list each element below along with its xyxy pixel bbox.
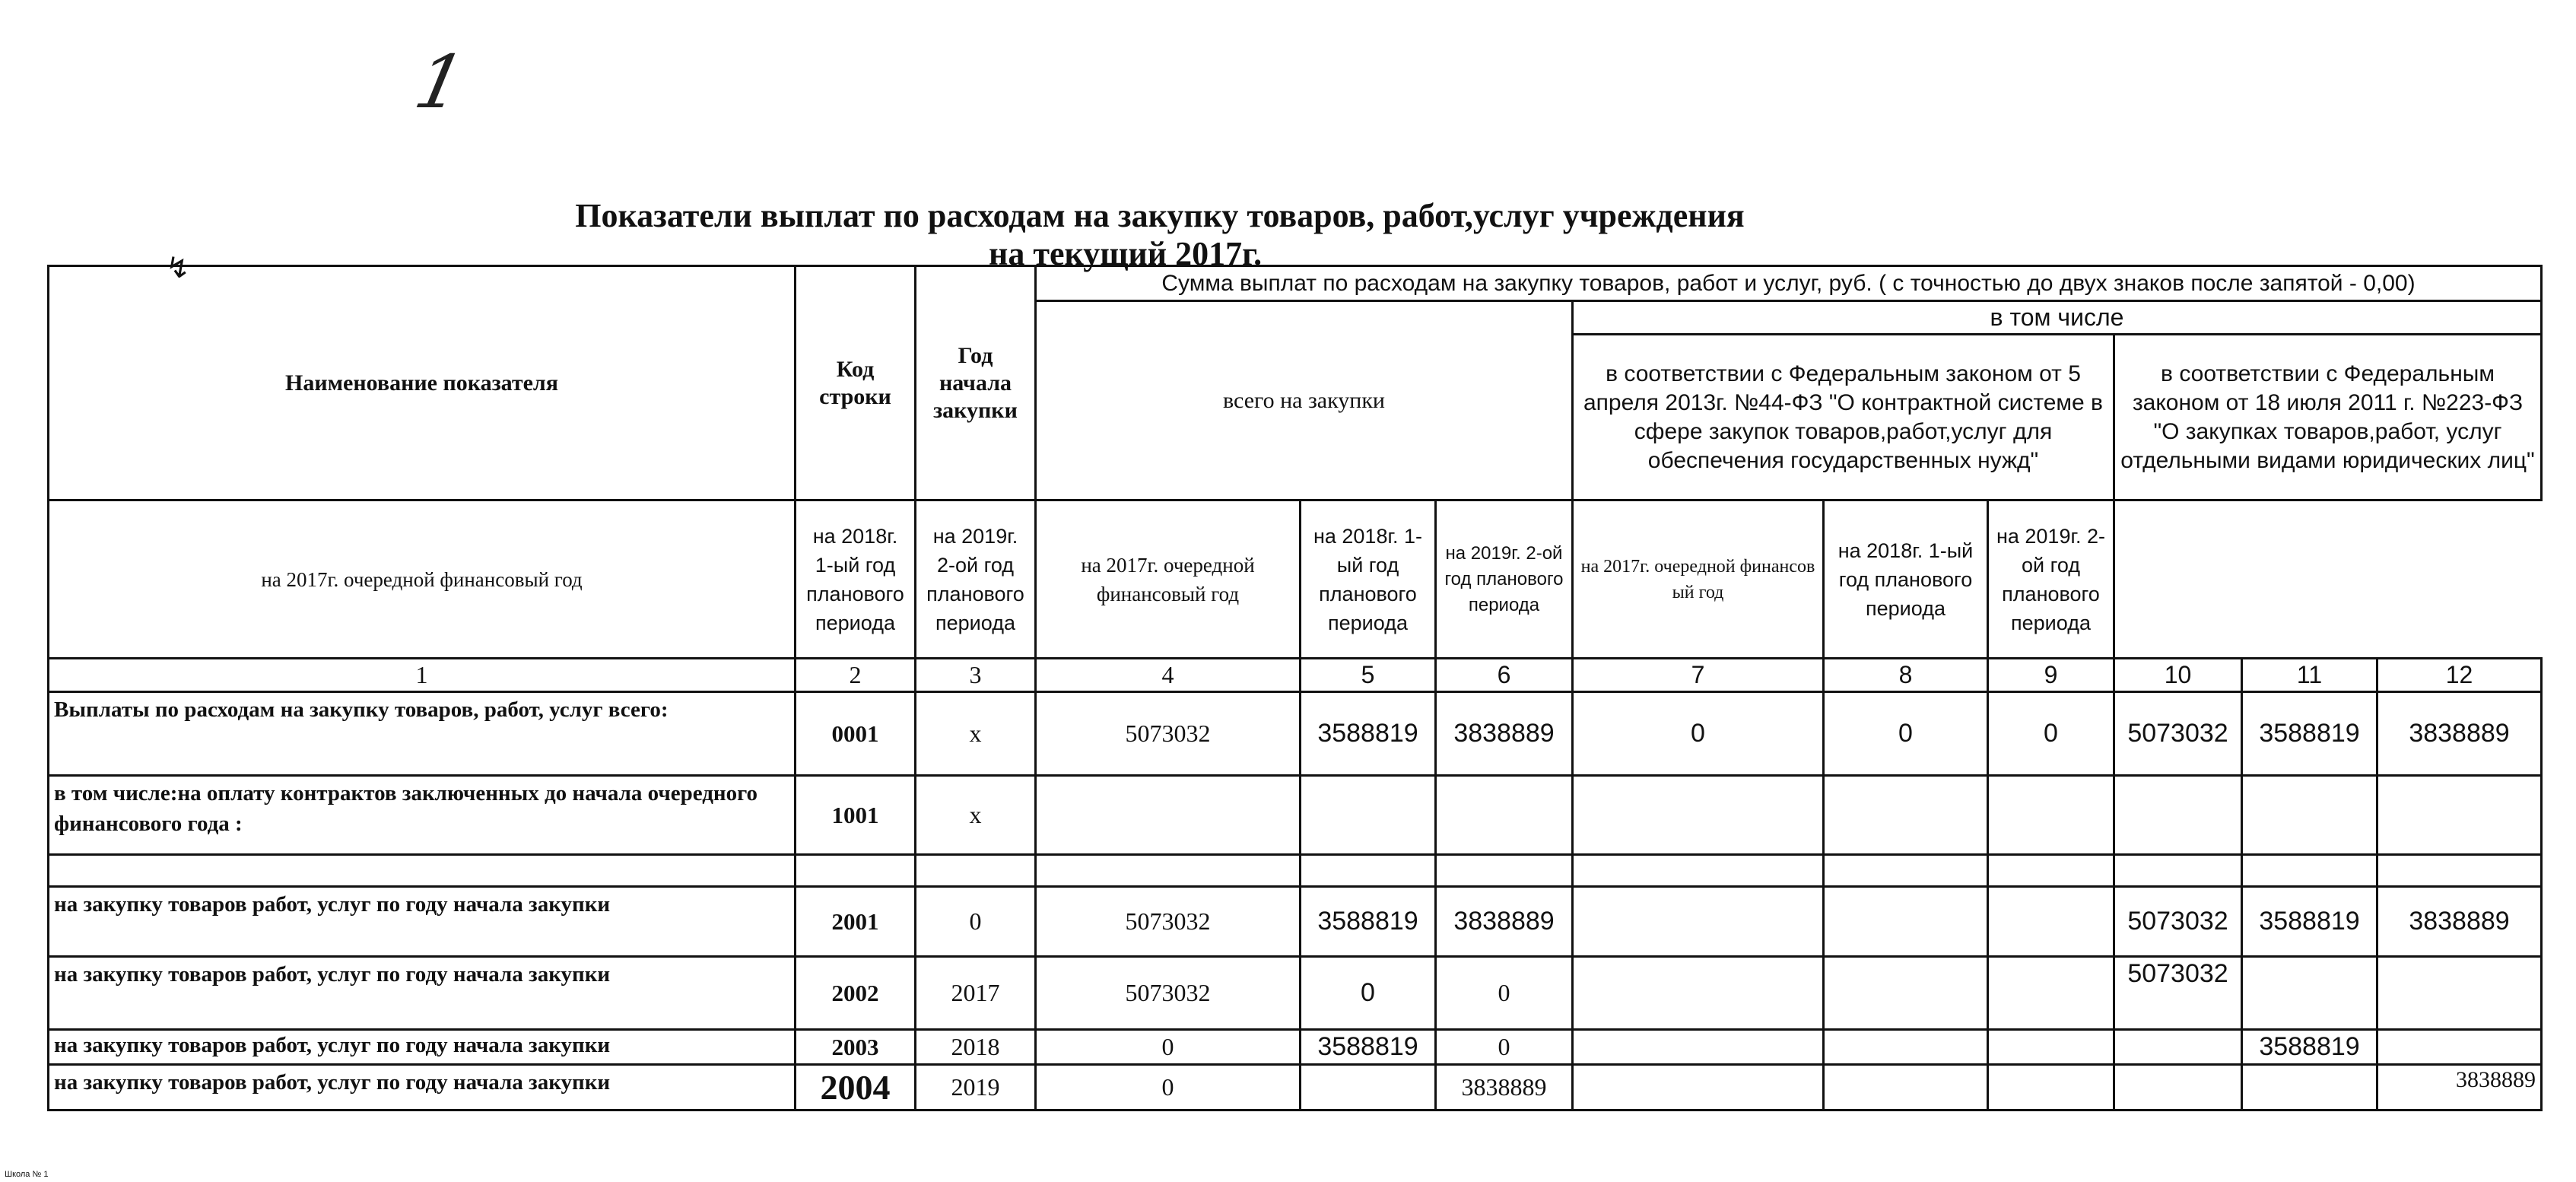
row-year: х bbox=[916, 692, 1036, 776]
column-number: 4 bbox=[1036, 659, 1301, 692]
column-number: 7 bbox=[1573, 659, 1824, 692]
row-value: 0 bbox=[1436, 957, 1573, 1030]
row-year: 0 bbox=[916, 887, 1036, 957]
row-value bbox=[1036, 776, 1301, 855]
row-value bbox=[2114, 1030, 2242, 1065]
row-value: 5073032 bbox=[2114, 957, 2242, 1030]
row-year: х bbox=[916, 776, 1036, 855]
row-value bbox=[1301, 776, 1436, 855]
row-value: 0 bbox=[1301, 957, 1436, 1030]
row-name bbox=[49, 855, 796, 887]
footer-stamp: Школа № 1 bbox=[5, 1170, 49, 1179]
row-value bbox=[2242, 776, 2377, 855]
column-number-row bbox=[49, 659, 2542, 692]
row-value bbox=[1824, 1065, 1988, 1111]
header-fz44: в соответствии с Федеральным законом от 5 апреля 2013г. №44-ФЗ "О контрактной системе в сфере закупок товаров,работ,услуг для обеспечения государственных нужд" bbox=[1573, 335, 2114, 500]
row-code: 0001 bbox=[796, 692, 916, 776]
row-code: 2004 bbox=[796, 1065, 916, 1111]
header-fz44-2018: на 2018г. 1-ый год планового периода bbox=[1301, 500, 1436, 659]
row-value: 0 bbox=[1573, 692, 1824, 776]
row-value bbox=[1301, 1065, 1436, 1111]
row-value bbox=[1573, 957, 1824, 1030]
row-value: 3588819 bbox=[2242, 887, 2377, 957]
row-value: 3838889 bbox=[1436, 1065, 1573, 1111]
row-value bbox=[1573, 776, 1824, 855]
row-value bbox=[2377, 855, 2542, 887]
row-value bbox=[1988, 887, 2114, 957]
row-value bbox=[1436, 776, 1573, 855]
header-fz223-2018: на 2018г. 1-ый год планового периода bbox=[1824, 500, 1988, 659]
header-sum: Сумма выплат по расходам на закупку товаров, работ и услуг, руб. ( с точностью до двух знаков после запятой - 0,00) bbox=[1036, 266, 2542, 301]
row-value bbox=[1988, 1030, 2114, 1065]
row-value: 5073032 bbox=[1036, 692, 1301, 776]
column-number: 8 bbox=[1824, 659, 1988, 692]
page-subtitle: на текущий 2017г. bbox=[989, 235, 1263, 272]
row-value: 0 bbox=[1824, 692, 1988, 776]
row-value bbox=[2114, 776, 2242, 855]
row-year: 2018 bbox=[916, 1030, 1036, 1065]
row-value: 3838889 bbox=[2377, 1065, 2542, 1111]
row-value bbox=[1036, 855, 1301, 887]
row-value: 3588819 bbox=[1301, 1030, 1436, 1065]
row-value: 3838889 bbox=[2377, 692, 2542, 776]
row-value: 0 bbox=[1036, 1065, 1301, 1111]
table-row bbox=[49, 776, 2542, 855]
header-total-2018: на 2018г. 1-ый год планового периода bbox=[796, 500, 916, 659]
row-value bbox=[1988, 776, 2114, 855]
row-value bbox=[1988, 855, 2114, 887]
column-number: 2 bbox=[796, 659, 916, 692]
table-row bbox=[49, 1065, 2542, 1111]
column-number: 5 bbox=[1301, 659, 1436, 692]
column-number: 10 bbox=[2114, 659, 2242, 692]
row-name: на закупку товаров работ, услуг по году начала закупки bbox=[49, 957, 796, 1030]
row-name: на закупку товаров работ, услуг по году начала закупки bbox=[49, 1030, 796, 1065]
table-row bbox=[49, 887, 2542, 957]
row-name: Выплаты по расходам на закупку товаров, работ, услуг всего: bbox=[49, 692, 796, 776]
row-value: 5073032 bbox=[2114, 887, 2242, 957]
row-name: в том числе:на оплату контрактов заключенных до начала очередного финансового года : bbox=[49, 776, 796, 855]
row-value bbox=[2377, 1030, 2542, 1065]
row-value: 3588819 bbox=[1301, 887, 1436, 957]
header-fz44-2017: на 2017г. очередной финансовый год bbox=[1036, 500, 1301, 659]
row-value: 0 bbox=[1036, 1030, 1301, 1065]
row-name: на закупку товаров работ, услуг по году начала закупки bbox=[49, 887, 796, 957]
row-value bbox=[2377, 776, 2542, 855]
row-code: 2002 bbox=[796, 957, 916, 1030]
column-number: 9 bbox=[1988, 659, 2114, 692]
row-value: 3588819 bbox=[2242, 1030, 2377, 1065]
column-number: 6 bbox=[1436, 659, 1573, 692]
row-value: 3838889 bbox=[1436, 887, 1573, 957]
row-value: 3588819 bbox=[1301, 692, 1436, 776]
table-row bbox=[49, 692, 2542, 776]
table-row bbox=[49, 957, 2542, 1030]
row-value bbox=[1824, 1030, 1988, 1065]
row-name: на закупку товаров работ, услуг по году начала закупки bbox=[49, 1065, 796, 1111]
row-value bbox=[2377, 957, 2542, 1030]
row-value bbox=[2114, 855, 2242, 887]
row-value bbox=[1573, 1030, 1824, 1065]
row-value bbox=[1573, 855, 1824, 887]
page-title: Показатели выплат по расходам на закупку товаров, работ,услуг учреждения bbox=[575, 197, 1745, 234]
row-value bbox=[1824, 855, 1988, 887]
table-row bbox=[49, 855, 2542, 887]
row-value: 5073032 bbox=[1036, 887, 1301, 957]
header-fz223-2019: на 2019г. 2-ой год планового периода bbox=[1988, 500, 2114, 659]
row-value bbox=[1988, 1065, 2114, 1111]
header-fz223-2017: на 2017г. очередной финансов ый год bbox=[1573, 500, 1824, 659]
header-code: Код строки bbox=[796, 266, 916, 500]
header-fz44-2019: на 2019г. 2-ой год планового периода bbox=[1436, 500, 1573, 659]
row-value: 3838889 bbox=[1436, 692, 1573, 776]
row-value bbox=[1573, 1065, 1824, 1111]
row-year: 2019 bbox=[916, 1065, 1036, 1111]
header-total-2019: на 2019г. 2-ой год планового периода bbox=[916, 500, 1036, 659]
row-value bbox=[2242, 957, 2377, 1030]
row-code: 2003 bbox=[796, 1030, 916, 1065]
row-value bbox=[1988, 957, 2114, 1030]
handwritten-mark: ↯ bbox=[166, 253, 190, 284]
header-total-2017: на 2017г. очередной финансовый год bbox=[49, 500, 796, 659]
row-value bbox=[1436, 855, 1573, 887]
row-year bbox=[916, 855, 1036, 887]
header-fz223: в соответствии с Федеральным законом от 18 июля 2011 г. №223-ФЗ "О закупках товаров,работ, услуг отдельными видами юридических лиц" bbox=[2114, 335, 2542, 500]
column-number: 11 bbox=[2242, 659, 2377, 692]
row-value: 5073032 bbox=[2114, 692, 2242, 776]
table-row bbox=[49, 1030, 2542, 1065]
row-value bbox=[1301, 855, 1436, 887]
row-value bbox=[1824, 957, 1988, 1030]
row-year: 2017 bbox=[916, 957, 1036, 1030]
column-number: 1 bbox=[49, 659, 796, 692]
page-number-mark: 1 bbox=[408, 40, 472, 125]
column-number: 12 bbox=[2377, 659, 2542, 692]
row-code bbox=[796, 855, 916, 887]
header-including: в том числе bbox=[1573, 301, 2542, 335]
column-number: 3 bbox=[916, 659, 1036, 692]
row-value bbox=[1573, 887, 1824, 957]
row-value: 0 bbox=[1436, 1030, 1573, 1065]
row-code: 2001 bbox=[796, 887, 916, 957]
payments-table bbox=[47, 265, 2543, 1111]
header-total: всего на закупки bbox=[1036, 301, 1573, 500]
header-name: Наименование показателя bbox=[49, 266, 796, 500]
row-value: 3838889 bbox=[2377, 887, 2542, 957]
row-code: 1001 bbox=[796, 776, 916, 855]
header-year-start: Год начала закупки bbox=[916, 266, 1036, 500]
row-value bbox=[2114, 1065, 2242, 1111]
row-value bbox=[2242, 855, 2377, 887]
row-value bbox=[2242, 1065, 2377, 1111]
row-value: 5073032 bbox=[1036, 957, 1301, 1030]
row-value bbox=[1824, 776, 1988, 855]
row-value: 3588819 bbox=[2242, 692, 2377, 776]
row-value: 0 bbox=[1988, 692, 2114, 776]
row-value bbox=[1824, 887, 1988, 957]
